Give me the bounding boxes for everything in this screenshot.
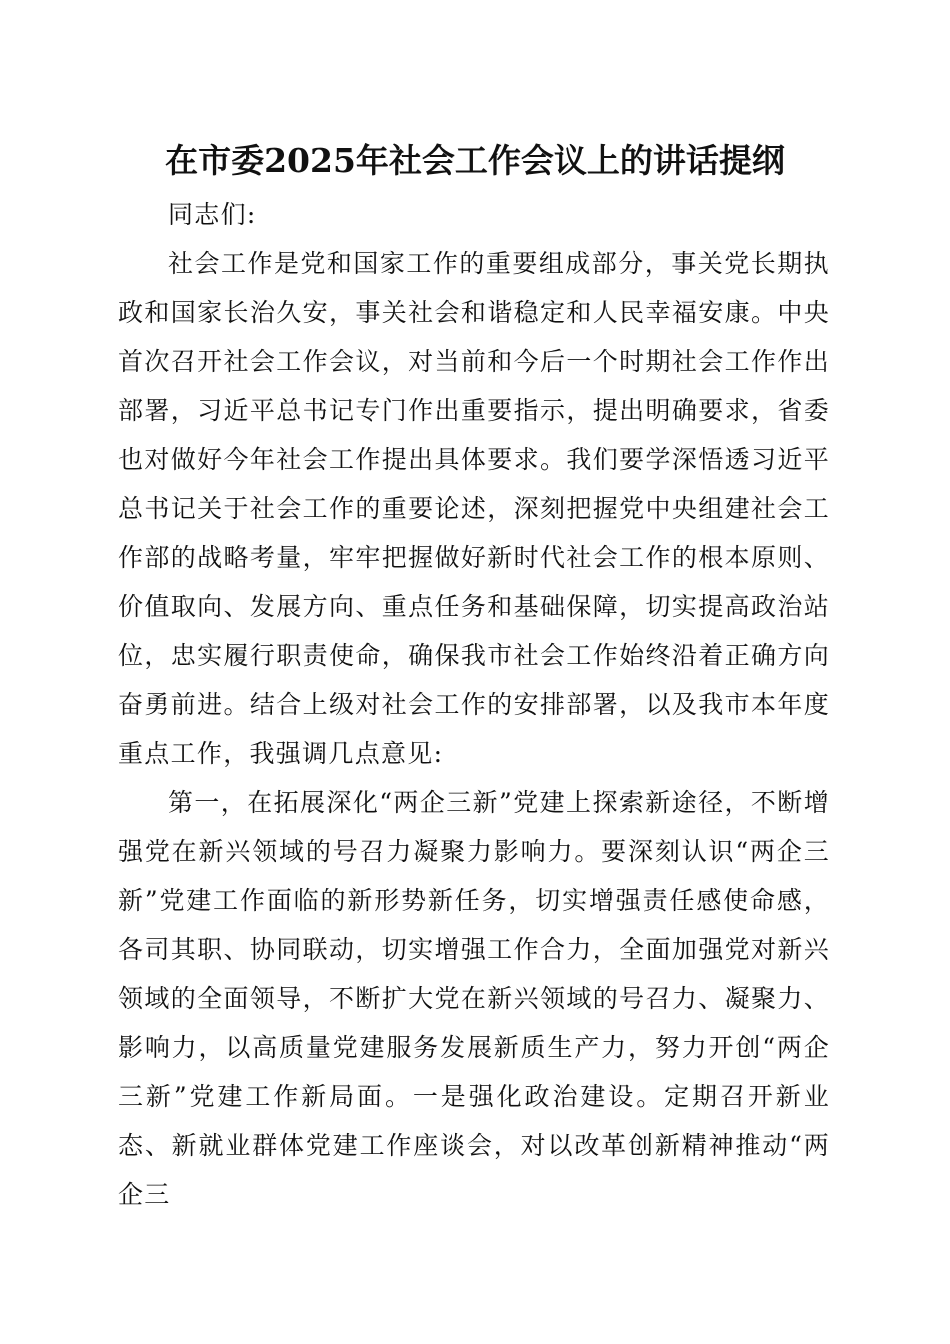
paragraph-first-point: 第一，在拓展深化“两企三新”党建上探索新途径，不断增强党在新兴领域的号召力凝聚力影响力。要深刻认识“两企三新”党建工作面临的新形势新任务，切实增强责任感使命感，各司其职、协同联动，切实增强工作合力，全面加强党对新兴领域的全面领导，不断扩大党在新兴领域的号召力、凝聚力、影响力，以高质量党建服务发展新质生产力，努力开创“两企三新”党建工作新局面。一是强化政治建设。定期召开新业态、新就业群体党建工作座谈会，对以改革创新精神推动“两企三 [118,788,830,1209]
document-body [118,190,830,1219]
paragraph-intro: 社会工作是党和国家工作的重要组成部分，事关党长期执政和国家长治久安，事关社会和谐稳定和人民幸福安康。中央首次召开社会工作会议，对当前和今后一个时期社会工作作出部署，习近平总书记专门作出重要指示，提出明确要求，省委也对做好今年社会工作提出具体要求。我们要学深悟透习近平总书记关于社会工作的重要论述，深刻把握党中央组建社会工作部的战略考量，牢牢把握做好新时代社会工作的根本原则、价值取向、发展方向、重点任务和基础保障，切实提高政治站位，忠实履行职责使命，确保我市社会工作始终沿着正确方向奋勇前进。结合上级对社会工作的安排部署，以及我市本年度重点工作，我强调几点意见: [118,249,830,768]
document-title: 在市委2025年社会工作会议上的讲话提纲 [165,141,785,180]
salutation: 同志们: [168,200,257,229]
